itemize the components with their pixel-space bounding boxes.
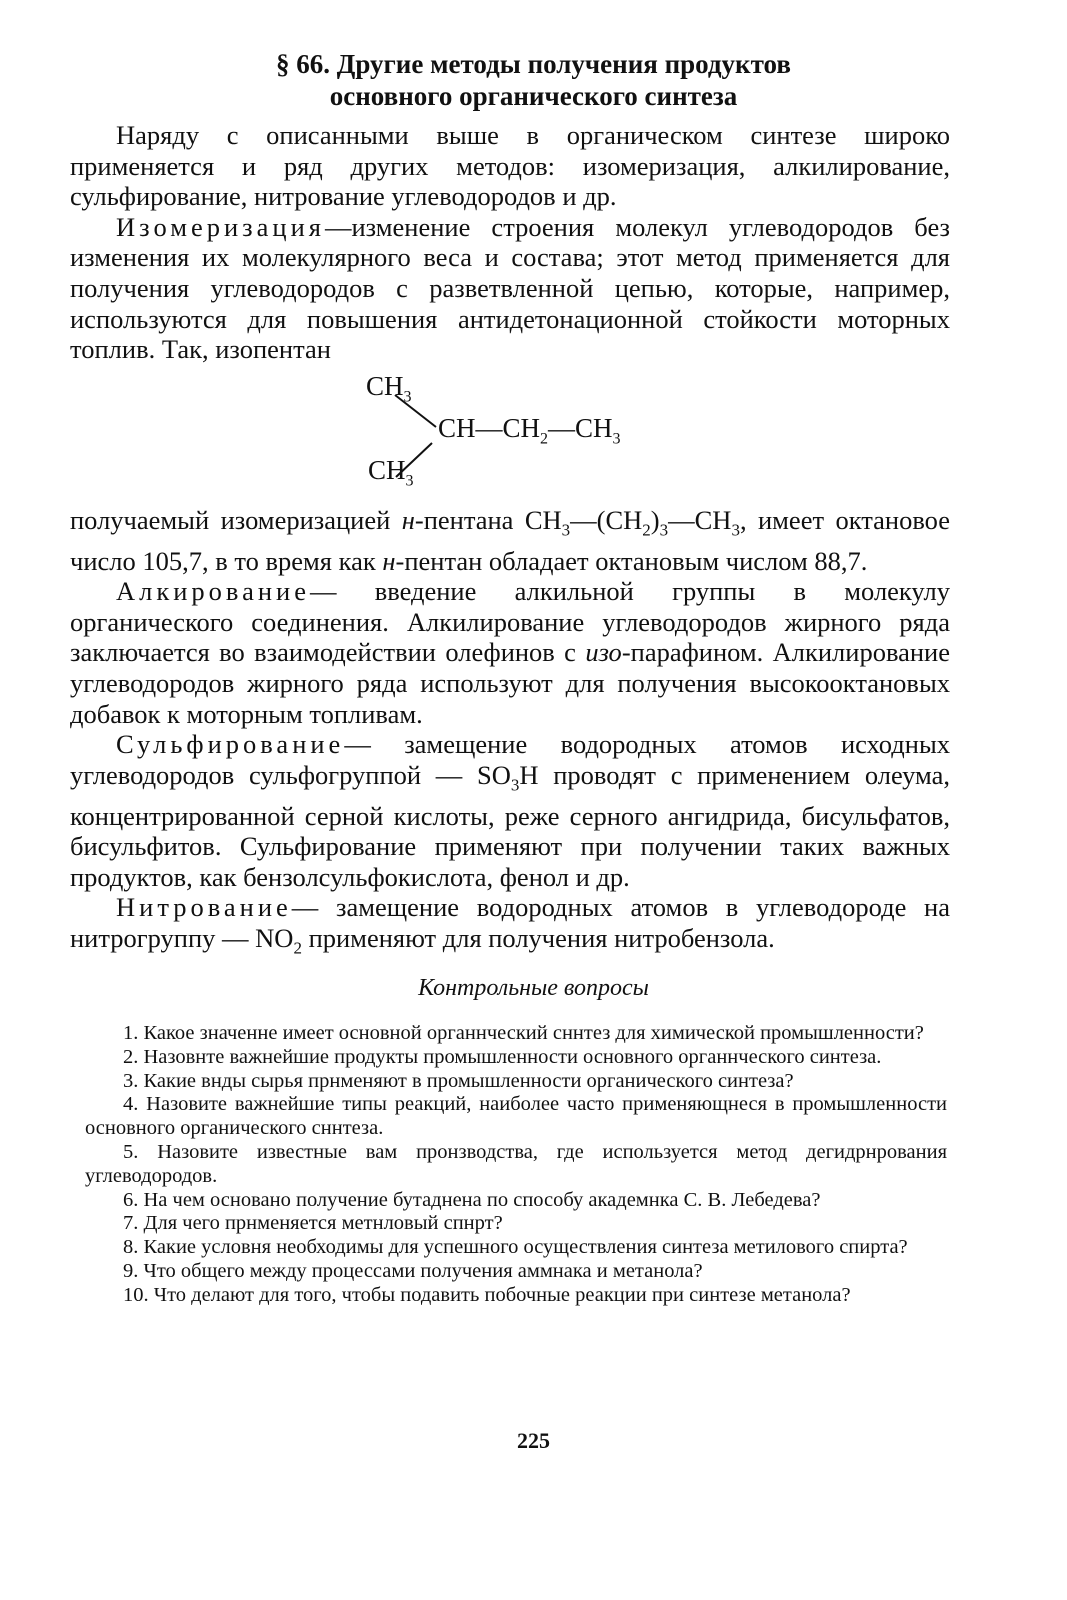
paragraph-nitration: Нитрование— замещение водородных атомов в углеводороде на нитрогруппу — $NO_2$ применяют для получения нитробензола. [70, 892, 950, 958]
question-item: 6. На чем основано получение бутаднена по способу академнка С. В. Лебедева? [123, 1188, 821, 1211]
term-sulfonation: Сульфирование [116, 729, 345, 760]
formula-main-chain: $CH—CH_2—CH_3$ [438, 412, 621, 448]
question-item: 9. Что общего между процессами получения аммнака и метанола? [123, 1259, 703, 1282]
question-item: 10. Что делают для того, чтобы подавить побочные реакции при синтезе метанола? [123, 1283, 851, 1306]
section-title-line-2: основного органического синтеза [329, 81, 738, 111]
paragraph-isomerization [70, 212, 950, 365]
term-nitration: Нитрование [116, 892, 292, 923]
paragraph-intro: Наряду с описанными выше в органическом синтезе широко применяется и ряд других методов: изомеризация, алкилирование, сульфирование, нитрование углеводородов и др. [70, 120, 950, 212]
isomerization-definition: —изменение строения молекул углеводородов без изменения их молекулярного веса и состава; этот метод применяется для получения углеводородов с разветвленной цепью, которые, например, используются для повышения антидетонационной стойкости моторных топлив. Так, изопентан [70, 211, 950, 365]
paragraph-alkylation: Алкирование— введение алкильной группы в молекулу органического соединения. Алкилирование углеводородов жирного ряда заключается во взаимодействии олефинов с изо-парафином. Алкилирование углеводородов жирного ряда используют для получения высокооктановых добавок к моторным топливам. [70, 576, 951, 729]
question-item: 7. Для чего прнменяется метнловый спнрт? [123, 1212, 503, 1235]
paragraph-pentane: получаемый изомеризацией н-пентана $CH_3—(CH_2)_3—CH_3$, имеет октановое число 105,7, в то время как н-пентан обладает октановым числом 88,7. [70, 504, 950, 576]
question-item: 3. Какие внды сырья прнменяют в промышленности органического синтеза? [123, 1069, 794, 1092]
formula-bottom-methyl: $CH_3$ [368, 454, 414, 490]
term-isomerization: Изомеризация [116, 211, 325, 242]
isopentane-formula [70, 371, 950, 497]
questions-heading: Контрольные вопросы [418, 975, 649, 1001]
formula-top-methyl: $CH_3$ [366, 370, 412, 406]
page-number: 225 [517, 1428, 550, 1453]
section-title-line-1: § 66. Другие методы получения продуктов [276, 49, 791, 79]
paragraph-sulfonation: Сульфирование— замещение водородных атомов исходных углеводородов сульфогруппой — $SO_3H$ проводят с применением олеума, концентрированной серной кислоты, реже серного ангидрида, бисульфатов, бисульфитов. Сульфирование применяют при получении таких важных продуктов, как бензолсульфокислота, фенол и др. [70, 729, 950, 892]
term-alkylation: Алкирование [116, 576, 310, 607]
question-item: 1. Какое значенне имеет основной органнческий сннтез для химической промышленности? [123, 1022, 924, 1044]
question-item: 2. Назовнте важнейшие продукты промышленности основного органнческого синтеза. [123, 1045, 882, 1068]
question-item: 4. Назовите важнейшие типы реакций, наиболее часто применяющнеся в промышленности основного органического сннтеза. [85, 1093, 947, 1140]
main-text [70, 120, 950, 964]
section-title [0, 48, 1067, 112]
question-item: 5. Назовите известные вам пронзводства, где используется метод дегидрнрования углеводородов. [85, 1140, 947, 1187]
question-item: 8. Какие условня необходимы для успешного осуществления синтеза метилового спирта? [123, 1236, 908, 1259]
questions-list [85, 1022, 947, 1308]
